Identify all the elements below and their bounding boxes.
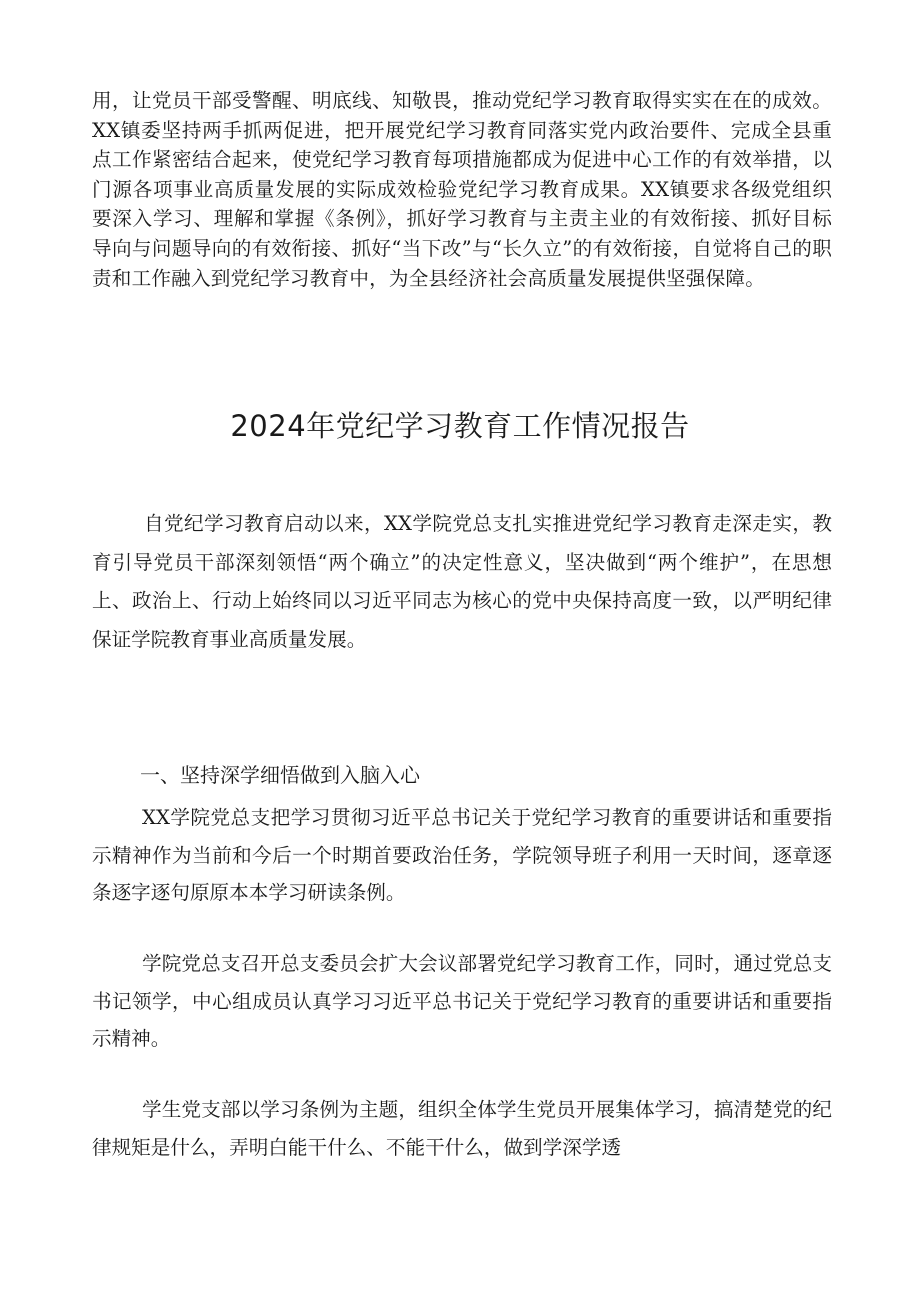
body-paragraph: XX学院党总支把学习贯彻习近平总书记关于党纪学习教育的重要讲话和重要指示精神作为当前和今后一个时期首要政治任务，学院领导班子利用一天时间，逐章逐条逐字逐句原原本本学习研读条例。 [92,806,832,904]
section-heading: 一、坚持深学细悟做到入脑入心 [140,763,420,787]
intro-paragraph: 自党纪学习教育启动以来，XX学院党总支扎实推进党纪学习教育走深走实，教育引导党员干部深刻领悟“两个确立”的决定性意义，坚决做到“两个维护”，在思想上、政治上、行动上始终同以习近平同志为核心的党中央保持高度一致，以严明纪律保证学院教育事业高质量发展。 [92,512,832,651]
body-paragraph: 学院党总支召开总支委员会扩大会议部署党纪学习教育工作，同时，通过党总支书记领学，中心组成员认真学习习近平总书记关于党纪学习教育的重要讲话和重要指示精神。 [92,952,832,1050]
body-paragraph: 学生党支部以学习条例为主题，组织全体学生党员开展集体学习，搞清楚党的纪律规矩是什么，弄明白能干什么、不能干什么，做到学深学透 [92,1098,832,1159]
continued-paragraph: 用，让党员干部受警醒、明底线、知敬畏，推动党纪学习教育取得实实在在的成效。XX镇委坚持两手抓两促进，把开展党纪学习教育同落实党内政治要件、完成全县重点工作紧密结合起来，使党纪学习教育每项措施都成为促进中心工作的有效举措，以门源各项事业高质量发展的实际成效检验党纪学习教育成果。XX镇要求各级党组织要深入学习、理解和掌握《条例》，抓好学习教育与主责主业的有效衔接、抓好目标导向与问题导向的有效衔接、抓好“当下改”与“长久立”的有效衔接，自觉将自己的职责和工作融入到党纪学习教育中，为全县经济社会高质量发展提供坚强保障。 [92,89,832,290]
document-title: 2024年党纪学习教育工作情况报告 [230,409,690,443]
